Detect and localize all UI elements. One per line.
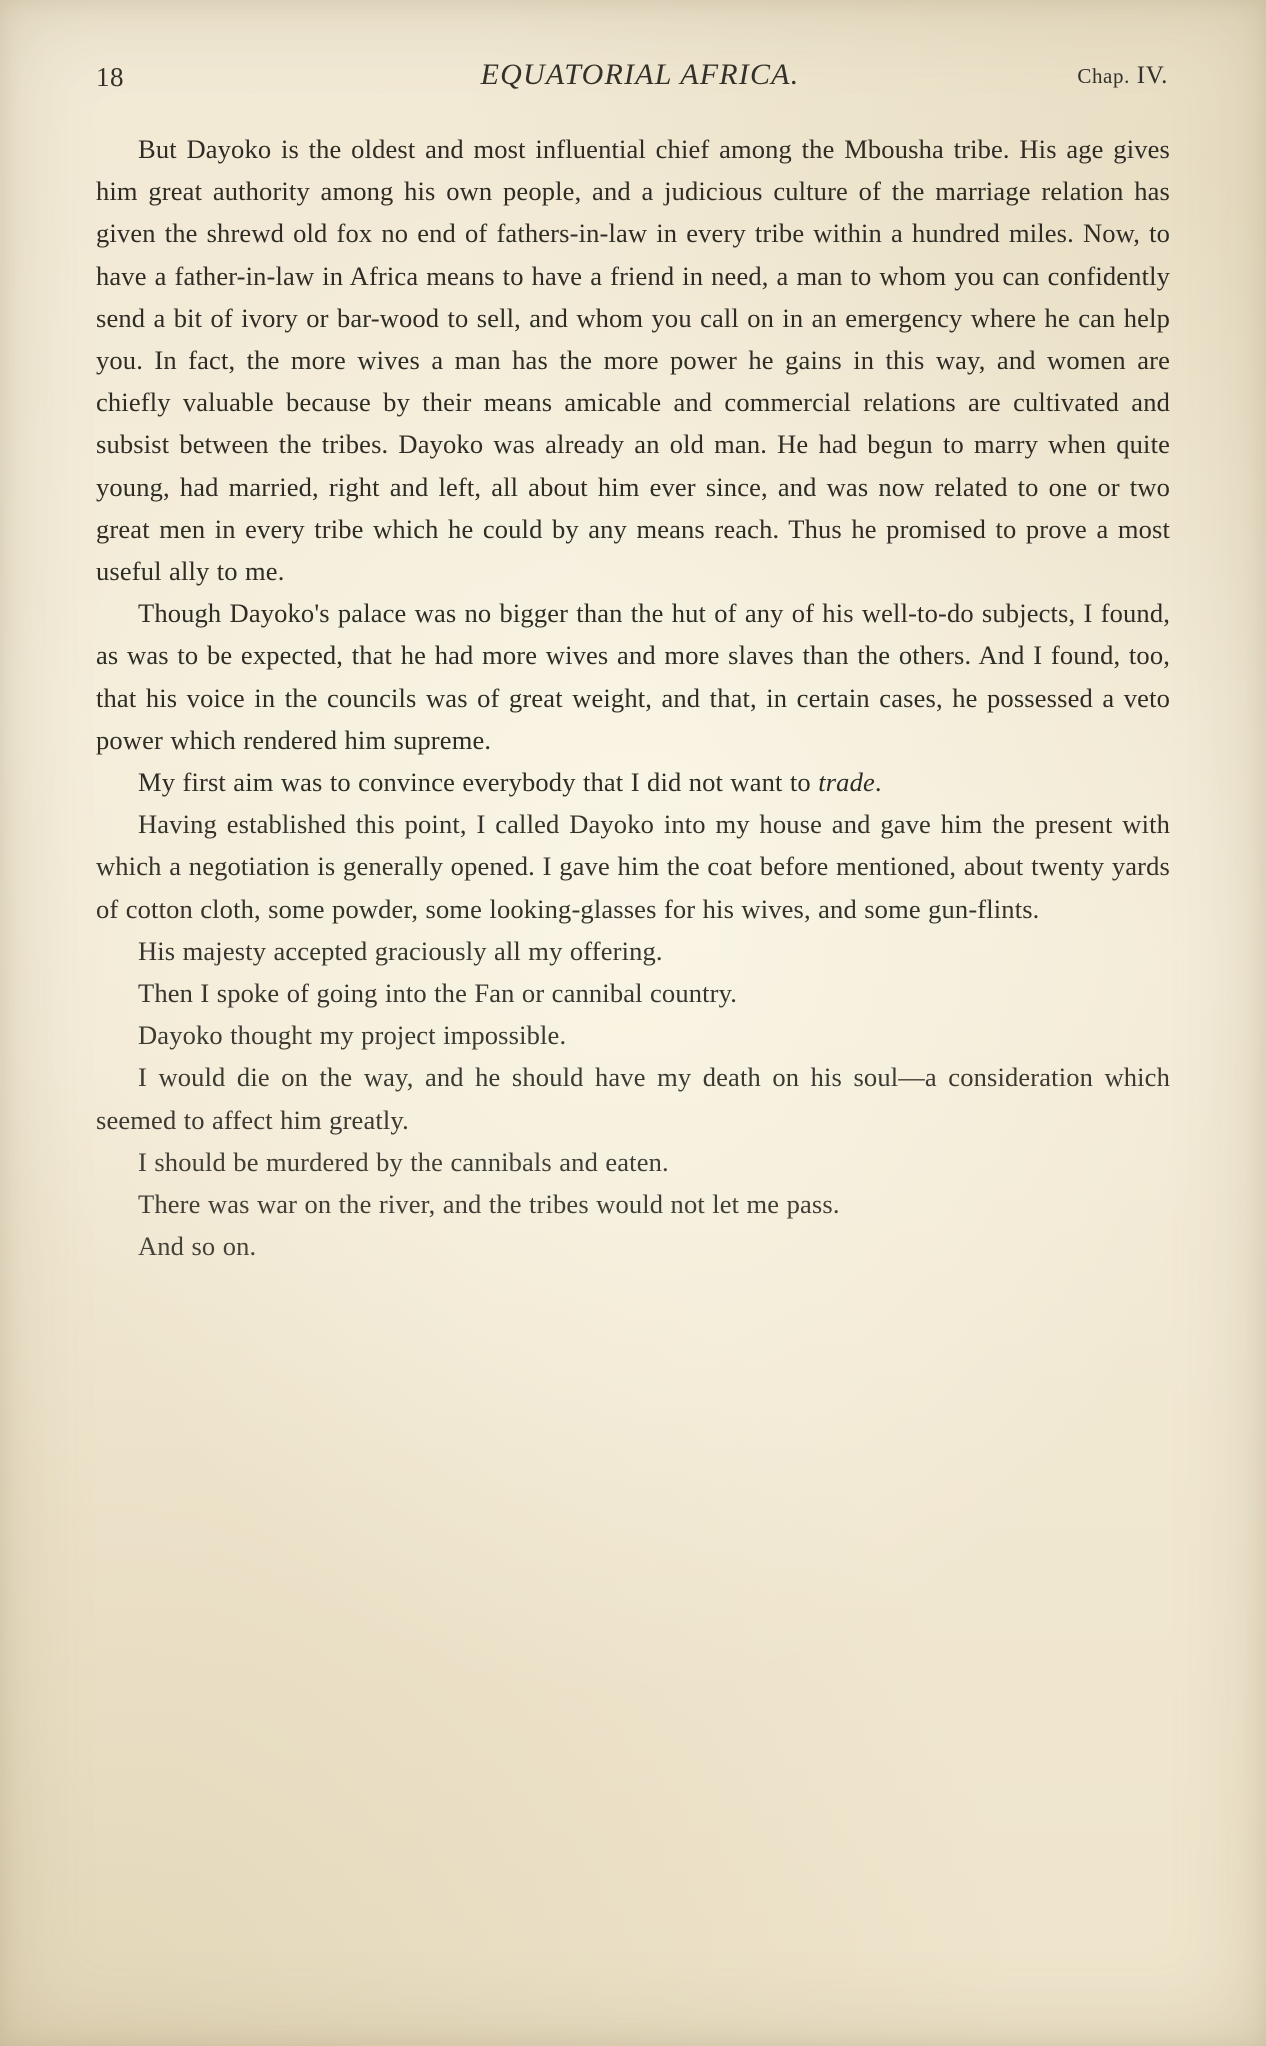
chapter-label: Chap.: [1077, 64, 1130, 88]
chapter-indicator: [1077, 62, 1168, 90]
running-head: [96, 58, 1170, 102]
paragraph: I would die on the way, and he should have my death on his soul—a consideration which seemed to affect him greatly.: [96, 1062, 1170, 1135]
chapter-number: IV.: [1136, 62, 1168, 89]
paragraph: I should be murdered by the cannibals and eaten.: [138, 1146, 669, 1177]
paragraph: Though Dayoko's palace was no bigger than the hut of any of his well-to-do subjects, I found, as was to be expected, that he had more wives and more slaves than the others. And I found, too, that his voice in the councils was of great weight, and that, in certain cases, he possessed a veto power which rendered him supreme.: [96, 598, 1170, 755]
page-content: [96, 58, 1170, 1267]
paragraph: Then I spoke of going into the Fan or cannibal country.: [138, 978, 738, 1009]
paragraph: There was war on the river, and the tribes would not let me pass.: [138, 1189, 840, 1220]
paragraph: His majesty accepted graciously all my offering.: [138, 935, 663, 966]
emphasised-word: trade: [818, 767, 875, 798]
running-head-title: EQUATORIAL AFRICA.: [480, 58, 800, 91]
paragraph: Dayoko thought my project impossible.: [138, 1020, 567, 1051]
paragraph: But Dayoko is the oldest and most influential chief among the Mbousha tribe. His age gives him great authority among his own people, and a judicious culture of the marriage relation has given the shrewd old fox no end of fathers-in-law in every tribe within a hundred miles. Now, to have a father-in-law in Africa means to have a friend in need, a man to whom you can confidently send a bit of ivory or bar-wood to sell, and whom you call on in an emergency where he can help you. In fact, the more wives a man has the more power he gains in this way, and women are chiefly valuable because by their means amicable and commercial relations are cultivated and subsist between the tribes. Dayoko was already an old man. He had begun to marry when quite young, had married, right and left, all about him ever since, and was now related to one or two great men in every tribe which he could by any means reach. Thus he promised to prove a most useful ally to me.: [96, 134, 1170, 587]
paragraph: Having established this point, I called Dayoko into my house and gave him the present with which a negotiation is generally opened. I gave him the coat before mentioned, about twenty yards of cotton cloth, some powder, some looking-glasses for his wives, and some gun-flints.: [96, 809, 1170, 924]
paragraph: And so on.: [138, 1231, 257, 1262]
page-number: 18: [96, 62, 124, 92]
paragraph: My first aim was to convince everybody that I did not want to trade.: [138, 767, 882, 798]
body-text: [96, 128, 1170, 1267]
